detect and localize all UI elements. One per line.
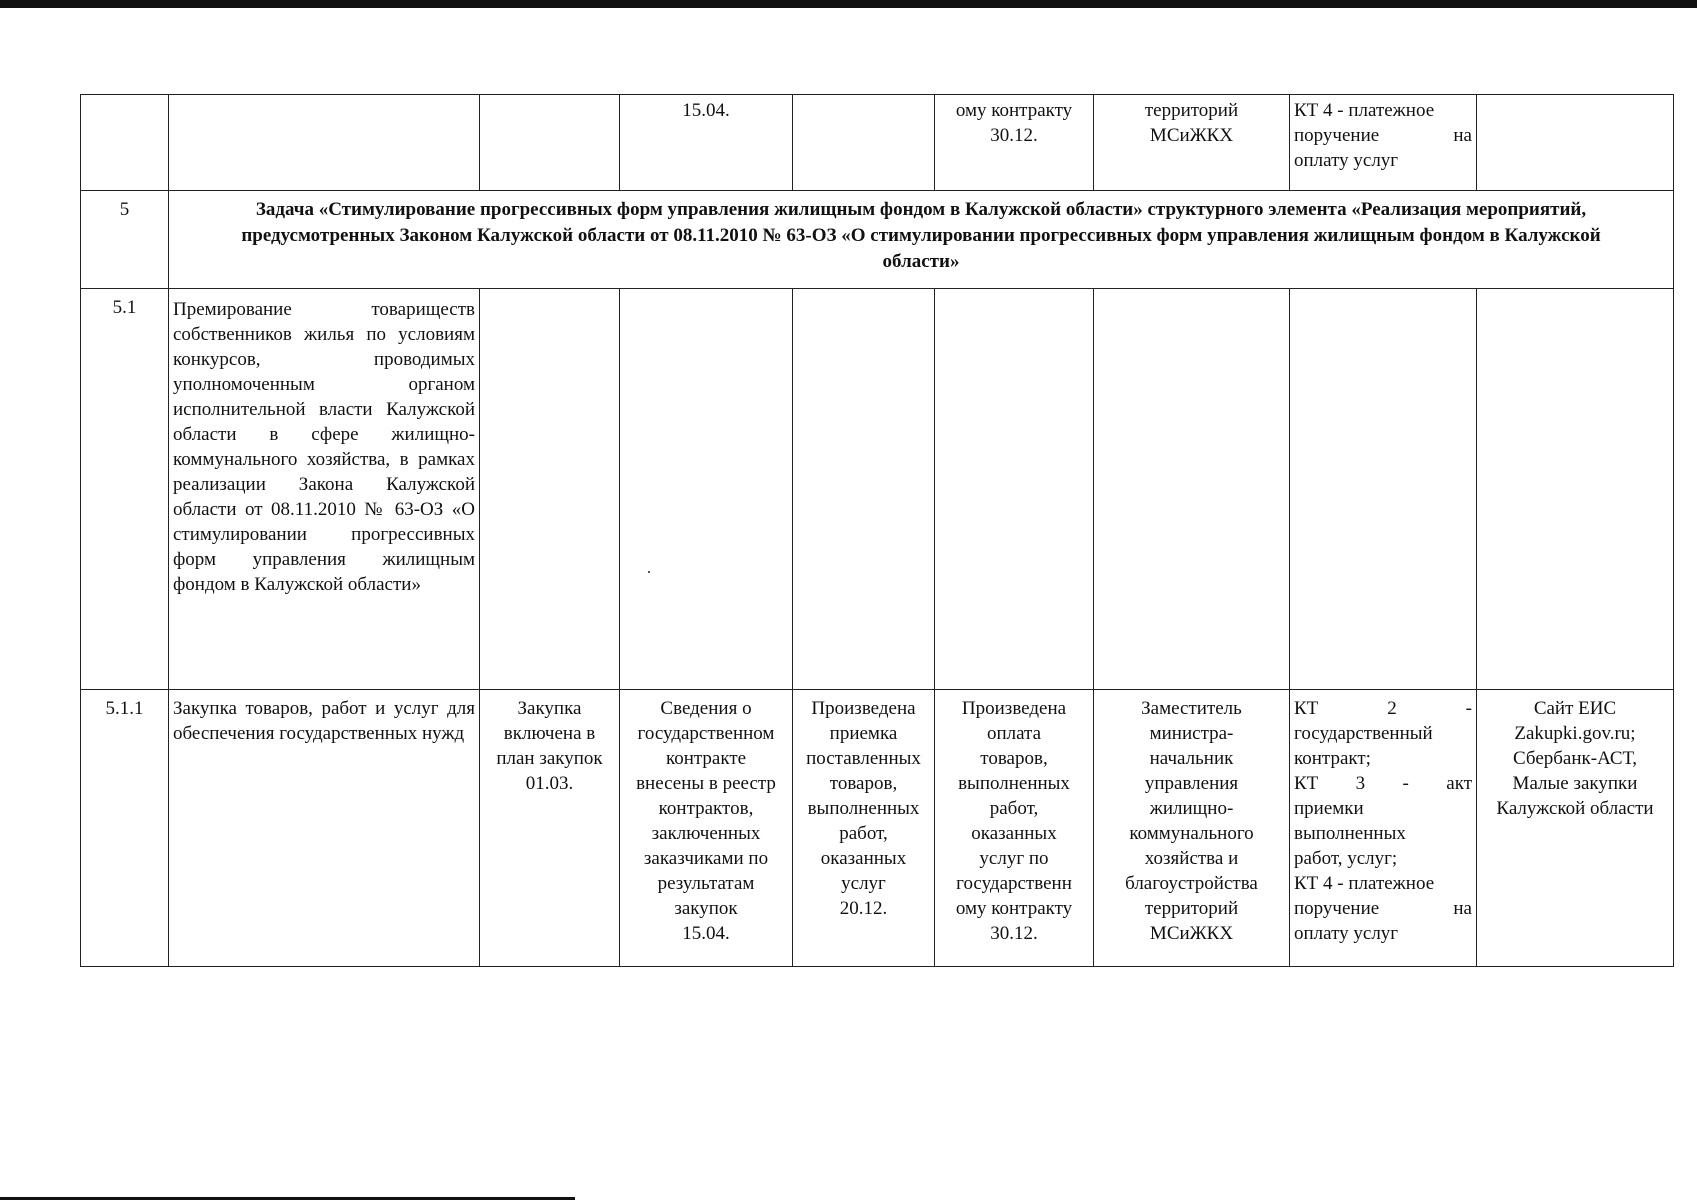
cell-col9	[1477, 95, 1674, 191]
scan-top-edge	[0, 0, 1697, 8]
cell-col3	[480, 95, 620, 191]
cell-col4: 15.04.	[620, 95, 793, 191]
cell-name	[169, 95, 480, 191]
cell-col7: территорий МСиЖКХ	[1094, 95, 1290, 191]
row-number: 5.1.1	[81, 690, 169, 967]
cell-col6	[935, 289, 1094, 690]
cell-col5	[793, 289, 935, 690]
checkpoint-4: Произведена оплата товаров, выполненных работ, оказанных услуг по государственн ому контракту 30.12.	[935, 690, 1094, 967]
task-title: Задача «Стимулирование прогрессивных форм управления жилищным фондом в Калужской области» структурного элемента «Реализация мероприятий, предусмотренных Законом Калужской области от 08.11.2010 № 63-ОЗ «О стимулировании прогрессивных форм управления жилищным фондом в Калужской области»	[169, 191, 1674, 289]
event-name: Премирование товариществ собственников жилья по условиям конкурсов, проводимых уполномоченным органом исполнительной власти Калужской области в сфере жилищно-коммунального хозяйства, в рамках реализации Закона Калужской области от 08.11.2010 № 63-ОЗ «О стимулировании прогрессивных форм управления жилищным фондом в Калужской области»	[169, 289, 480, 690]
checkpoint-1: Закупка включена в план закупок 01.03.	[480, 690, 620, 967]
checkpoint-3: Произведена приемка поставленных товаров, выполненных работ, оказанных услуг 20.12.	[793, 690, 935, 967]
scan-speck	[648, 571, 650, 573]
cell-col7	[1094, 289, 1290, 690]
cell-col5	[793, 95, 935, 191]
table-row-continuation	[81, 95, 1674, 191]
control-documents: КТ 2 - государственный контракт; КТ 3 - акт приемки выполненных работ, услуг; КТ 4 - платежное поручение на оплату услуг	[1290, 690, 1477, 967]
table-row-task	[81, 191, 1674, 289]
information-system: Сайт ЕИС Zakupki.gov.ru; Сбербанк-АСТ, Малые закупки Калужской области	[1477, 690, 1674, 967]
cell-col4	[620, 289, 793, 690]
cell-col3	[480, 289, 620, 690]
task-number: 5	[81, 191, 169, 289]
responsible-person: Заместитель министра- начальник управления жилищно- коммунального хозяйства и благоустройства территорий МСиЖКХ	[1094, 690, 1290, 967]
plan-table	[80, 94, 1674, 967]
cell-col8: КТ 4 - платежное поручение на оплату услуг	[1290, 95, 1477, 191]
checkpoint-2: Сведения о государственном контракте внесены в реестр контрактов, заключенных заказчиками по результатам закупок 15.04.	[620, 690, 793, 967]
cell-col8	[1290, 289, 1477, 690]
cell-num	[81, 95, 169, 191]
table-row-5-1-1	[81, 690, 1674, 967]
row-number: 5.1	[81, 289, 169, 690]
cell-col6: ому контракту 30.12.	[935, 95, 1094, 191]
event-name: Закупка товаров, работ и услуг для обеспечения государственных нужд	[169, 690, 480, 967]
table-row-5-1	[81, 289, 1674, 690]
cell-col9	[1477, 289, 1674, 690]
